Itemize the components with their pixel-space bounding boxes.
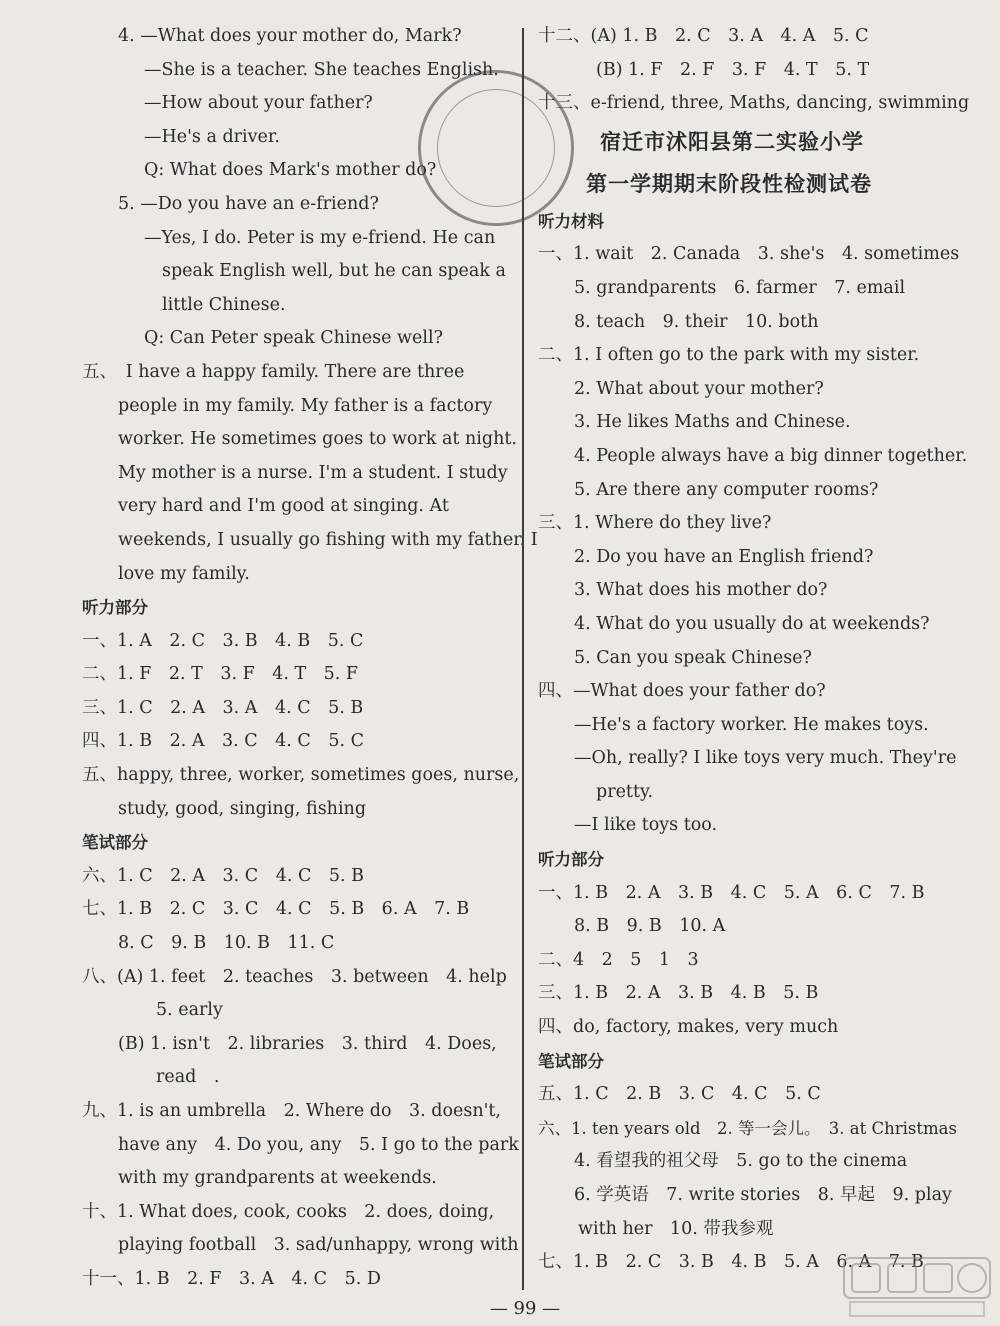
text-line: 二、4 2 5 1 3 bbox=[538, 949, 699, 970]
text-line: 五、1. C 2. B 3. C 4. C 5. C bbox=[538, 1084, 821, 1105]
text-line: 三、1. Where do they live? bbox=[538, 513, 772, 534]
text-line: 一、1. A 2. C 3. B 4. B 5. C bbox=[82, 630, 364, 651]
text-line: 8. teach 9. their 10. both bbox=[574, 311, 819, 332]
text-line: 5. —Do you have an e-friend? bbox=[118, 193, 379, 214]
text-line: 五、happy, three, worker, sometimes goes, nurse, bbox=[82, 765, 520, 786]
text-line: 十三、e-friend, three, Maths, dancing, swimming bbox=[538, 93, 970, 114]
text-line: people in my family. My father is a factory bbox=[118, 395, 493, 416]
text-line: —She is a teacher. She teaches English. bbox=[144, 59, 499, 80]
text-line: 一、1. wait 2. Canada 3. she's 4. sometimes bbox=[538, 244, 960, 265]
section-heading: 听力部分 bbox=[82, 598, 148, 618]
text-line: 一、1. B 2. A 3. B 4. C 5. A 6. C 7. B bbox=[538, 882, 925, 903]
text-line: (B) 1. F 2. F 3. F 4. T 5. T bbox=[596, 59, 870, 80]
text-line: 三、1. C 2. A 3. A 4. C 5. B bbox=[82, 697, 364, 718]
text-line: 2. What about your mother? bbox=[574, 378, 824, 399]
text-line: 二、1. F 2. T 3. F 4. T 5. F bbox=[82, 664, 359, 685]
text-line: Q: Can Peter speak Chinese well? bbox=[144, 328, 443, 349]
text-line: (B) 1. isn't 2. libraries 3. third 4. Does, bbox=[118, 1033, 497, 1054]
text-line: 三、1. B 2. A 3. B 4. B 5. B bbox=[538, 983, 819, 1004]
text-line: 5. early bbox=[156, 1000, 223, 1021]
text-line: very hard and I'm good at singing. At bbox=[118, 496, 449, 517]
text-line: love my family. bbox=[118, 563, 250, 584]
text-line: 六、1. ten years old 2. 等一会儿。 3. at Christmas bbox=[538, 1118, 957, 1138]
text-line: study, good, singing, fishing bbox=[118, 798, 367, 819]
text-line: 八、(A) 1. feet 2. teaches 3. between 4. help bbox=[82, 966, 507, 987]
text-line: 四、do, factory, makes, very much bbox=[538, 1017, 839, 1038]
page-number: — 99 — bbox=[489, 1298, 561, 1319]
text-line: 十二、(A) 1. B 2. C 3. A 4. A 5. C bbox=[538, 26, 869, 46]
right-column bbox=[538, 20, 978, 1280]
section-heading: 听力部分 bbox=[538, 850, 604, 870]
left-column bbox=[82, 20, 538, 1297]
text-line: 五、 I have a happy family. There are three bbox=[82, 361, 465, 382]
exam-title-paper: 第一学期期末阶段性检测试卷 bbox=[586, 171, 872, 196]
text-line: 4. People always have a big dinner together. bbox=[574, 445, 968, 466]
text-line: —He's a driver. bbox=[144, 126, 280, 147]
text-line: 4. 看望我的祖父母 5. go to the cinema bbox=[574, 1151, 908, 1172]
text-line: 3. What does his mother do? bbox=[574, 580, 828, 601]
text-line: 二、1. I often go to the park with my sister. bbox=[538, 345, 920, 366]
text-line: 5. Are there any computer rooms? bbox=[574, 479, 879, 500]
text-line: 5. grandparents 6. farmer 7. email bbox=[574, 277, 906, 298]
text-line: worker. He sometimes goes to work at night. bbox=[118, 429, 517, 450]
text-line: —Oh, really? I like toys very much. They're bbox=[574, 748, 957, 769]
text-line: 5. Can you speak Chinese? bbox=[574, 647, 812, 668]
text-line: 3. He likes Maths and Chinese. bbox=[574, 412, 851, 433]
exam-title-school: 宿迁市沭阳县第二实验小学 bbox=[600, 129, 864, 154]
text-line: —I like toys too. bbox=[574, 815, 718, 836]
text-line: 七、1. B 2. C 3. C 4. C 5. B 6. A 7. B bbox=[82, 899, 470, 920]
text-line: 8. C 9. B 10. B 11. C bbox=[118, 933, 335, 954]
section-heading: 听力材料 bbox=[538, 211, 604, 231]
text-line: 十一、1. B 2. F 3. A 4. C 5. D bbox=[82, 1268, 381, 1289]
text-line: read . bbox=[156, 1067, 220, 1088]
text-line: have any 4. Do you, any 5. I go to the park bbox=[118, 1134, 519, 1155]
text-line: 九、1. is an umbrella 2. Where do 3. doesn't, bbox=[82, 1101, 501, 1121]
text-line: My mother is a nurse. I'm a student. I study bbox=[118, 462, 508, 483]
text-line: 四、1. B 2. A 3. C 4. C 5. C bbox=[82, 731, 364, 752]
text-line: playing football 3. sad/unhappy, wrong with bbox=[118, 1235, 519, 1256]
text-line: —How about your father? bbox=[144, 93, 373, 114]
text-line: pretty. bbox=[596, 781, 654, 802]
text-line: little Chinese. bbox=[162, 294, 286, 315]
text-line: 十、1. What does, cook, cooks 2. does, doing, bbox=[82, 1201, 495, 1222]
watermark-logo bbox=[842, 1256, 992, 1320]
text-line: —Yes, I do. Peter is my e-friend. He can bbox=[144, 227, 496, 248]
text-line: speak English well, but he can speak a bbox=[162, 261, 506, 282]
text-line: weekends, I usually go fishing with my father. I bbox=[118, 529, 538, 550]
text-line: 2. Do you have an English friend? bbox=[574, 546, 874, 567]
text-line: 六、1. C 2. A 3. C 4. C 5. B bbox=[82, 865, 364, 886]
text-line: with her 10. 带我参观 bbox=[578, 1218, 774, 1239]
text-line: Q: What does Mark's mother do? bbox=[144, 160, 437, 181]
text-line: 七、1. B 2. C 3. B 4. B 5. A 6. A 7. B bbox=[538, 1252, 924, 1273]
text-line: 4. —What does your mother do, Mark? bbox=[118, 26, 462, 46]
text-line: 4. What do you usually do at weekends? bbox=[574, 613, 930, 634]
stamp-inner-ring bbox=[422, 74, 571, 223]
text-line: with my grandparents at weekends. bbox=[118, 1168, 437, 1189]
section-heading: 笔试部分 bbox=[82, 833, 148, 853]
text-line: 8. B 9. B 10. A bbox=[574, 916, 726, 937]
text-line: —He's a factory worker. He makes toys. bbox=[574, 714, 929, 735]
text-line: 四、—What does your father do? bbox=[538, 681, 826, 702]
text-line: 6. 学英语 7. write stories 8. 早起 9. play bbox=[574, 1185, 952, 1205]
section-heading: 笔试部分 bbox=[538, 1051, 604, 1071]
